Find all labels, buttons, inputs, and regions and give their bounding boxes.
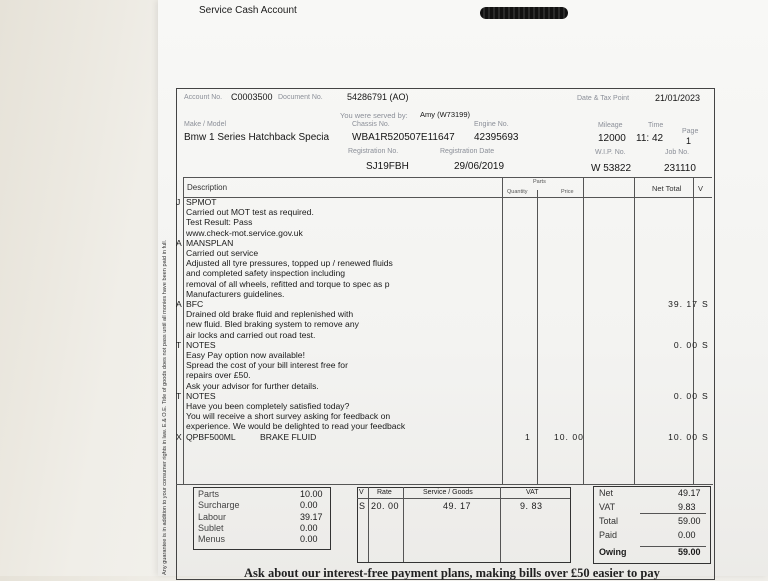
vat-col-rule-1	[368, 487, 369, 562]
date-tax-label: Date & Tax Point	[577, 95, 630, 102]
mileage: 12000	[598, 133, 626, 144]
job-label: Job No.	[665, 149, 690, 156]
page-number: 1	[686, 136, 692, 146]
reg-date-label: Registration Date	[440, 148, 495, 155]
line-description: You will receive a short survey asking for feedback on	[186, 411, 391, 422]
header-description: Description	[187, 183, 228, 192]
line-description: and completed safety inspection including	[186, 268, 346, 279]
line-net-total: 39. 17	[668, 299, 698, 309]
table-top-rule	[183, 177, 712, 178]
summary-left-value: 39.17	[300, 511, 323, 522]
chassis-label: Chassis No.	[352, 121, 390, 128]
time: 11: 42	[636, 133, 664, 144]
header-quantity: Quantity	[507, 189, 528, 195]
account-no-label: Account No.	[184, 94, 223, 101]
summary-left-value: 0.00	[300, 534, 318, 545]
line-description: Ask your advisor for further details.	[186, 380, 319, 391]
document-no-label: Document No.	[278, 94, 323, 101]
vat-header-vat: VAT	[526, 489, 539, 496]
reg-no: SJ19FBH	[366, 161, 409, 172]
header-v: V	[698, 184, 704, 193]
summary-right-value: 49.17	[678, 488, 701, 498]
line-part-description: BRAKE FLUID	[260, 431, 317, 442]
vat-row-service-goods: 49. 17	[443, 501, 472, 511]
header-parts: Parts	[533, 179, 546, 185]
line-description: NOTES	[186, 339, 216, 350]
line-code: A	[176, 237, 182, 248]
line-description: Spread the cost of your bill interest free for	[186, 360, 348, 371]
line-description: Easy Pay option now available!	[186, 350, 305, 360]
chassis-no: WBA1R520507E11647	[352, 132, 455, 143]
make-model-label: Make / Model	[184, 121, 227, 128]
footer-text: Ask about our interest-free payment plans, making bills over £50 easier to pay	[244, 566, 660, 580]
table-bottom-rule	[176, 484, 713, 485]
table-left-rule	[183, 177, 184, 484]
redacted-block	[480, 7, 568, 19]
header-net-total: Net Total	[652, 184, 682, 193]
page-label: Page	[682, 128, 699, 135]
line-description: Test Result: Pass	[186, 217, 253, 228]
reg-date: 29/06/2019	[454, 161, 505, 172]
summary-left-value: 10.00	[300, 489, 323, 499]
line-description: experience. We would be delighted to read your feedback	[186, 421, 406, 432]
line-description: Carried out service	[186, 248, 259, 258]
line-vat-code: S	[702, 431, 708, 442]
line-description: BFC	[186, 299, 204, 309]
vat-header-v: V	[359, 489, 364, 496]
summary-right-value: 59.00	[678, 547, 701, 557]
line-description: NOTES	[186, 390, 216, 401]
date-tax: 21/01/2023	[655, 93, 701, 103]
line-net-total: 0. 00	[673, 339, 698, 350]
col-qty-rule	[502, 177, 503, 484]
line-description: Manufacturers guidelines.	[186, 288, 285, 299]
line-description: new fluid. Bled braking system to remove any	[186, 319, 359, 330]
line-vat-code: S	[702, 339, 708, 350]
engine-label: Engine No.	[474, 121, 509, 128]
summary-right-value: 0.00	[678, 530, 696, 540]
line-quantity: 1	[525, 431, 530, 442]
line-description: removal of all wheels, refitted and torque to spec as p	[186, 278, 390, 289]
line-description: air locks and carried out road test.	[186, 329, 316, 340]
summary-left-label: Surcharge	[198, 500, 240, 511]
summary-right-label: Owing	[599, 547, 627, 557]
wip-no: W 53822	[591, 163, 632, 174]
vat-row-rate: 20. 00	[371, 501, 400, 511]
summary-left-value: 0.00	[300, 522, 318, 533]
vat-header-rule	[357, 498, 570, 499]
line-description: Carried out MOT test as required.	[186, 207, 314, 218]
vat-col-rule-2	[403, 487, 404, 562]
line-description: repairs over £50.	[186, 370, 251, 381]
line-description: SPMOT	[186, 197, 217, 207]
line-description: Have you been completely satisfied today?	[186, 401, 350, 411]
served-by: Amy (W73199)	[420, 110, 471, 119]
line-description: Drained old brake fluid and replenished with	[186, 309, 354, 320]
reg-no-label: Registration No.	[348, 148, 399, 155]
summary-left-value: 0.00	[300, 500, 318, 511]
table-header-rule	[183, 197, 712, 198]
wip-label: W.I.P. No.	[595, 149, 626, 156]
line-code: A	[176, 299, 182, 309]
time-label: Time	[648, 122, 664, 129]
line-description: MANSPLAN	[186, 237, 234, 248]
line-net-total: 10. 00	[668, 431, 698, 442]
document-title: Service Cash Account	[199, 5, 297, 16]
line-code: X	[176, 431, 182, 442]
job-no: 231110	[664, 163, 696, 174]
vat-row-vat: 9. 83	[520, 501, 543, 511]
line-description: QPBF500ML	[186, 431, 236, 442]
vat-col-rule-3	[500, 487, 501, 562]
summary-left-label: Labour	[198, 511, 227, 522]
line-price: 10. 00	[554, 431, 584, 442]
served-by-label: You were served by:	[340, 111, 408, 120]
line-description: www.check-mot.service.gov.uk	[186, 227, 303, 238]
document-no: 54286791 (AO)	[347, 92, 409, 102]
line-net-total: 0. 00	[673, 390, 698, 401]
summary-right-label: Paid	[599, 530, 618, 540]
vat-row-v: S	[359, 501, 366, 511]
summary-right-value: 59.00	[678, 516, 701, 526]
summary-right-label: Total	[599, 516, 619, 526]
summary-left-label: Sublet	[198, 522, 224, 533]
line-code: J	[176, 197, 181, 207]
summary-right-label: VAT	[599, 502, 616, 512]
col-net-rule	[634, 177, 635, 484]
make-model: Bmw 1 Series Hatchback Specia	[184, 132, 330, 143]
summary-left-label: Parts	[198, 489, 220, 499]
line-code: T	[176, 339, 182, 350]
line-code: T	[176, 390, 182, 401]
line-vat-code: S	[702, 390, 708, 401]
vat-header-rate: Rate	[377, 489, 392, 496]
account-no: C0003500	[231, 92, 273, 102]
summary-right-label: Net	[599, 488, 614, 498]
guarantee-side-note: Any guarantee is in addition to your consumer rights in law. E.& O.E. Title of goods does not pass until all monies have been paid in full.	[162, 239, 168, 575]
summary-left-label: Menus	[198, 534, 226, 545]
line-vat-code: S	[702, 299, 708, 309]
line-description: Adjusted all tyre pressures, topped up / renewed fluids	[186, 258, 393, 269]
vat-underline	[640, 513, 706, 514]
mileage-label: Mileage	[598, 122, 623, 129]
vat-header-service-goods: Service / Goods	[423, 489, 473, 496]
header-price: Price	[561, 189, 574, 195]
col-price-rule	[537, 190, 538, 484]
summary-right-value: 9.83	[678, 502, 696, 512]
engine-no: 42395693	[474, 132, 519, 143]
